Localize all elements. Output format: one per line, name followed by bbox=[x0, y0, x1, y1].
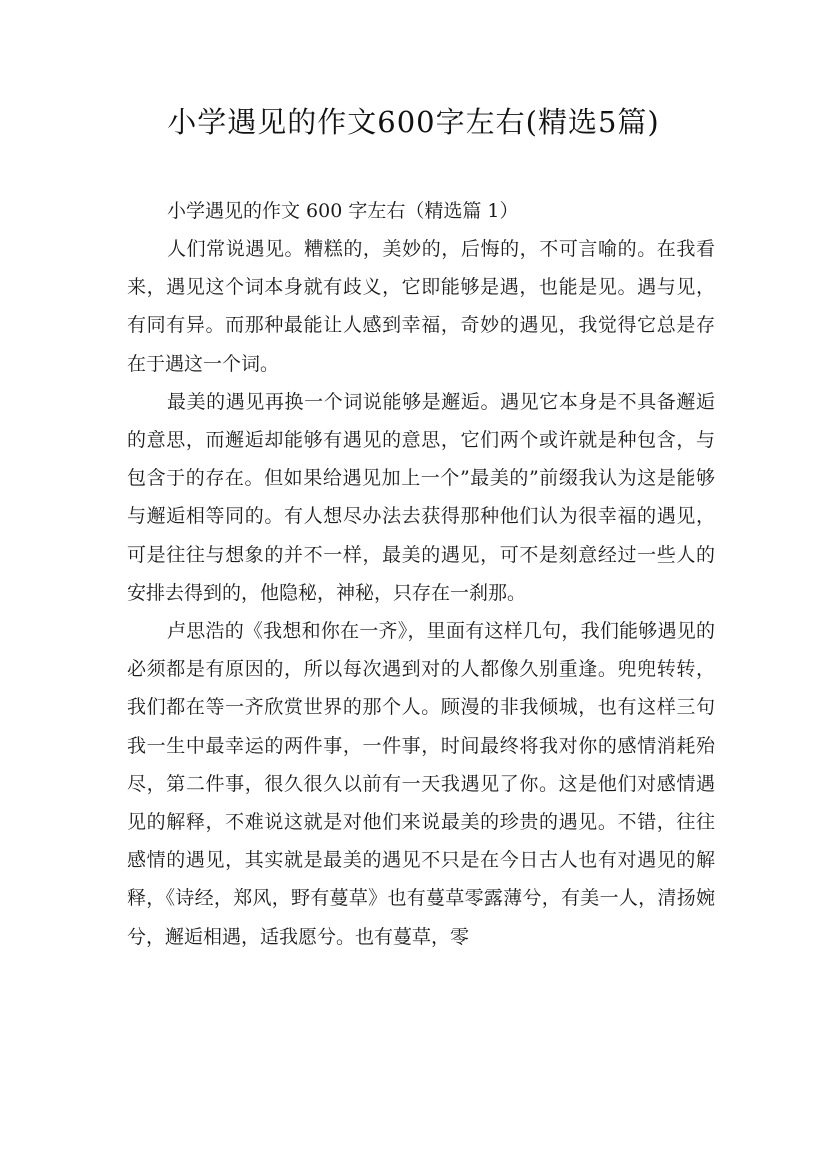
document-title: 小学遇见的作文600字左右(精选5篇) bbox=[167, 105, 660, 139]
paragraph-1: 人们常说遇见。糟糕的，美妙的，后悔的，不可言喻的。在我看来，遇见这个词本身就有歧义，它即能够是遇，也能是见。遇与见，有同有异。而那种最能让人感到幸福，奇妙的遇见，我觉得它总是存在于遇这一个词。 bbox=[127, 238, 715, 375]
paragraph-3: 卢思浩的《我想和你在一齐》，里面有这样几句，我们能够遇见的必须都是有原因的，所以每次遇到对的人都像久别重逢。兜兜转转，我们都在等一齐欣赏世界的那个人。顾漫的非我倾城，也有这样三句我一生中最幸运的两件事，一件事，时间最终将我对你的感情消耗殆尽，第二件事，很久很久以前有一天我遇见了你。这是他们对感情遇见的解释，不难说这就是对他们来说最美的珍贵的遇见。不错，往往感情的遇见，其实就是最美的遇见不只是在今日古人也有对遇见的解释，《诗经，郑风，野有蔓草》也有蔓草零露薄兮，有美一人，清扬婉兮，邂逅相遇，适我愿兮。也有蔓草，零 bbox=[127, 620, 715, 948]
paragraph-2: 最美的遇见再换一个词说能够是邂逅。遇见它本身是不具备邂逅的意思，而邂逅却能够有遇见的意思，它们两个或许就是种包含，与包含于的存在。但如果给遇见加上一个”最美的”前缀我认为这是能够与邂逅相等同的。有人想尽办法去获得那种他们认为很幸福的遇见，可是往往与想象的并不一样，最美的遇见，可不是刻意经过一些人的安排去得到的，他隐秘，神秘，只存在一刹那。 bbox=[127, 390, 715, 604]
section-heading: 小学遇见的作文 600 字左右（精选篇 1） bbox=[167, 200, 519, 222]
document-body bbox=[127, 192, 715, 956]
